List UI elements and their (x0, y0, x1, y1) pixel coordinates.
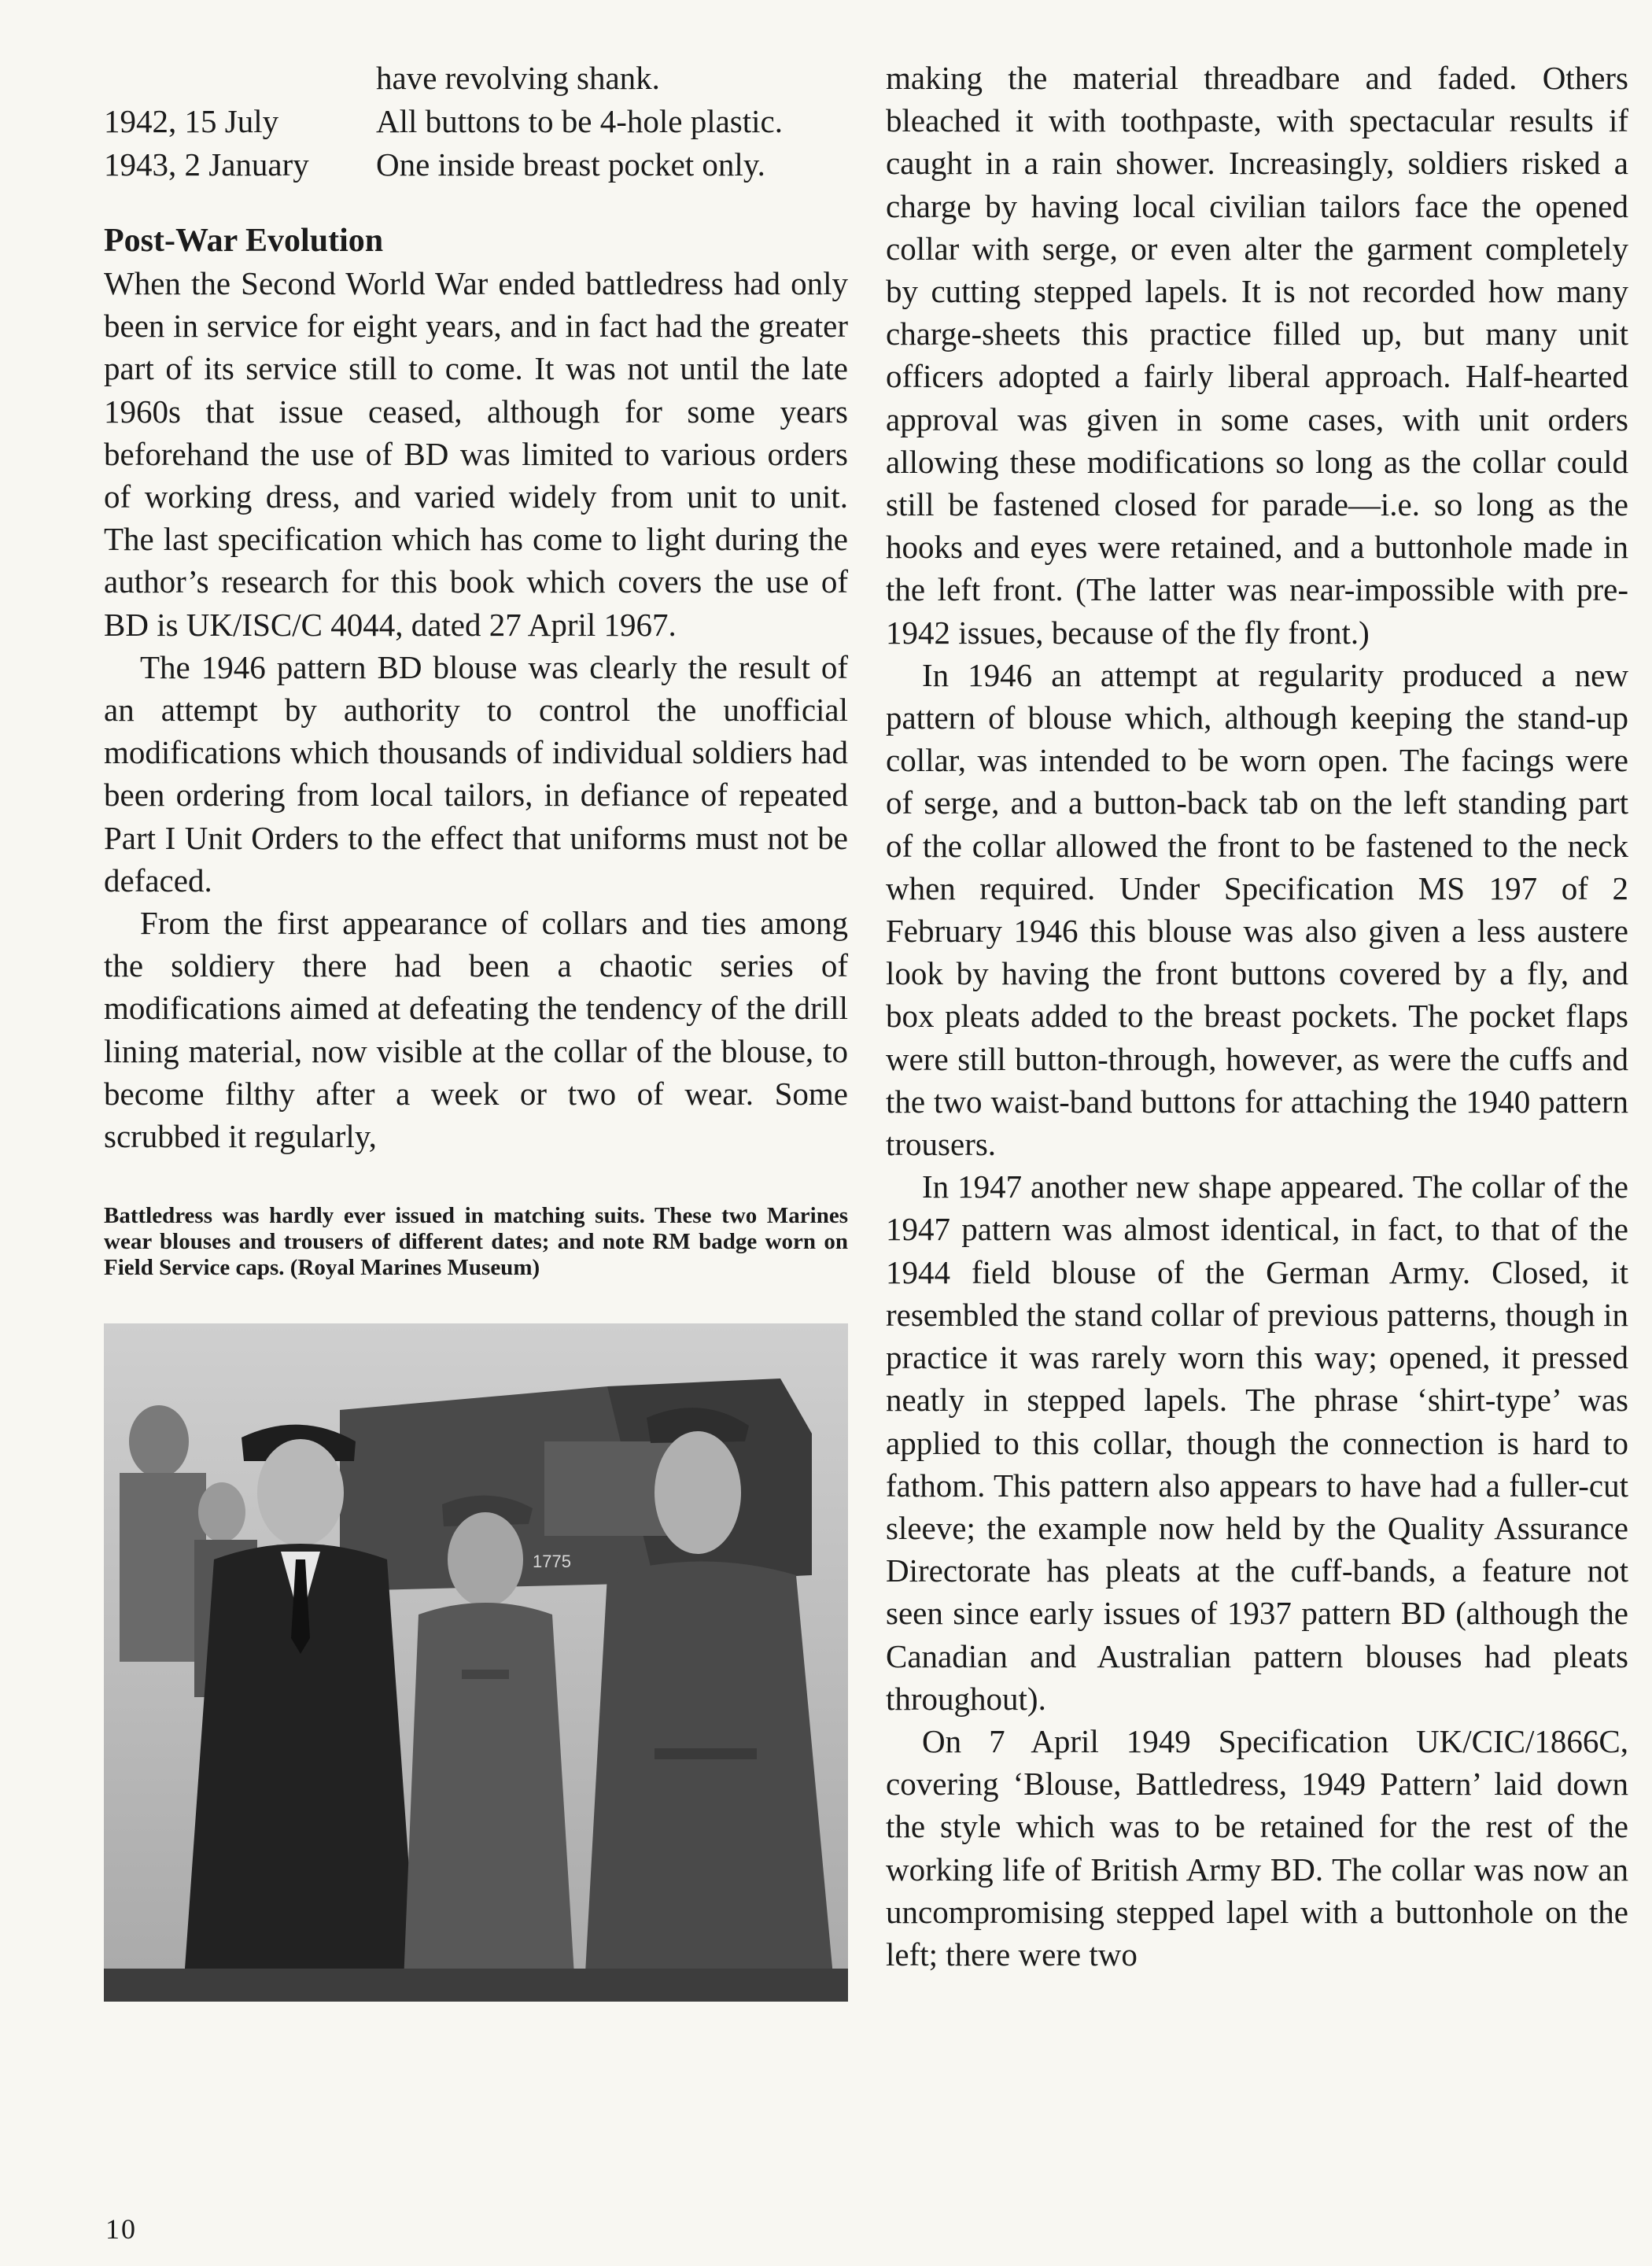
photo-caption: Battledress was hardly ever issued in matching suits. These two Marines wear blouses and trousers of different dates; and note RM badge worn on Field Service caps. (Royal Marines Museum) (104, 1203, 848, 1281)
spec-date (104, 57, 376, 100)
body-paragraph: On 7 April 1949 Specification UK/CIC/1866C, covering ‘Blouse, Battledress, 1949 Pattern’ laid down the style which was to be retained for the rest of the working life of British Army BD. The collar was now an uncompromising stepped lapel with a buttonhole on the left; there were two (886, 1722, 1628, 1973)
spec-row (104, 143, 848, 186)
photo-illustration (104, 1323, 848, 2002)
marines-photograph (104, 1323, 848, 2002)
section-heading: Post-War Evolution (104, 223, 384, 259)
spec-row (104, 100, 848, 143)
spec-row (104, 57, 848, 100)
vehicle-number: 1775 (533, 1552, 571, 1572)
body-paragraph: making the material threadbare and faded. Others bleached it with toothpaste, with spectacular results if caught in a rain shower. Increasingly, soldiers risked a charge by having local civilian tailors face the opened collar with serge, or even alter the garment completely by cutting stepped lapels. It is not recorded how many charge-sheets this practice filled up, but many unit officers adopted a fairly liberal approach. Half-hearted approval was given in some cases, with unit orders allowing these modifications so long as the collar could still be fastened closed for parade—i.e. so long as the hooks and eyes were retained, and a buttonhole made in the left front. (The latter was near-impossible with pre-1942 issues, because of the fly front.) (886, 60, 1628, 651)
spec-text: One inside breast pocket only. (376, 146, 765, 183)
right-column (886, 57, 1628, 1976)
body-paragraph: In 1947 another new shape appeared. The collar of the 1947 pattern was almost identical, in fact, to that of the 1944 field blouse of the German Army. Closed, it resembled the stand collar of previous patterns, though in practice it was rarely worn this way; opened, it pressed neatly in stepped lapels. The phrase ‘shirt-type’ was applied to this collar, though the connection is hard to fathom. This pattern also appears to have had a fuller-cut sleeve; the example now held by the Quality Assurance Directorate has pleats at the cuff-bands, a feature not seen since early issues of 1937 pattern BD (although the Canadian and Australian pattern blouses had pleats throughout). (886, 1168, 1628, 1717)
body-paragraph: In 1946 an attempt at regularity produced a new pattern of blouse which, although keeping the stand-up collar, was intended to be worn open. The facings were of serge, and a button-back tab on the left standing part of the collar allowed the front to be fastened to the neck when required. Under Specification MS 197 of 2 February 1946 this blouse was also given a less austere look by having the front buttons covered by a fly, and box pleats added to the breast pockets. The pocket flaps were still button-through, however, as were the cuffs and the two waist-band buttons for attaching the 1940 pattern trousers. (886, 656, 1628, 1163)
specification-table (104, 57, 848, 186)
left-column (104, 57, 848, 2002)
body-paragraph: From the first appearance of collars and ties among the soldiery there had been a chaotic series of modifications aimed at defeating the tendency of the drill lining material, now visible at the collar of the blouse, to become filthy after a week or two of wear. Some scrubbed it regularly, (104, 905, 848, 1155)
spec-text: All buttons to be 4-hole plastic. (376, 103, 783, 139)
spec-text: have revolving shank. (376, 60, 660, 96)
body-paragraph: The 1946 pattern BD blouse was clearly the result of an attempt by authority to control the unofficial modifications which thousands of individual soldiers had been ordering from local tailors, in defiance of repeated Part I Unit Orders to the effect that uniforms must not be defaced. (104, 648, 848, 899)
body-paragraph: When the Second World War ended battledress had only been in service for eight years, and in fact had the greater part of its service still to come. It was not until the late 1960s that issue ceased, although for some years beforehand the use of BD was limited to various orders of working dress, and varied widely from unit to unit. The last specification which has come to light during the author’s research for this book which covers the use of BD is UK/ISC/C 4044, dated 27 April 1967. (104, 265, 848, 643)
page-number: 10 (105, 2213, 137, 2245)
spec-date: 1942, 15 July (104, 103, 279, 139)
spec-date: 1943, 2 January (104, 146, 309, 183)
